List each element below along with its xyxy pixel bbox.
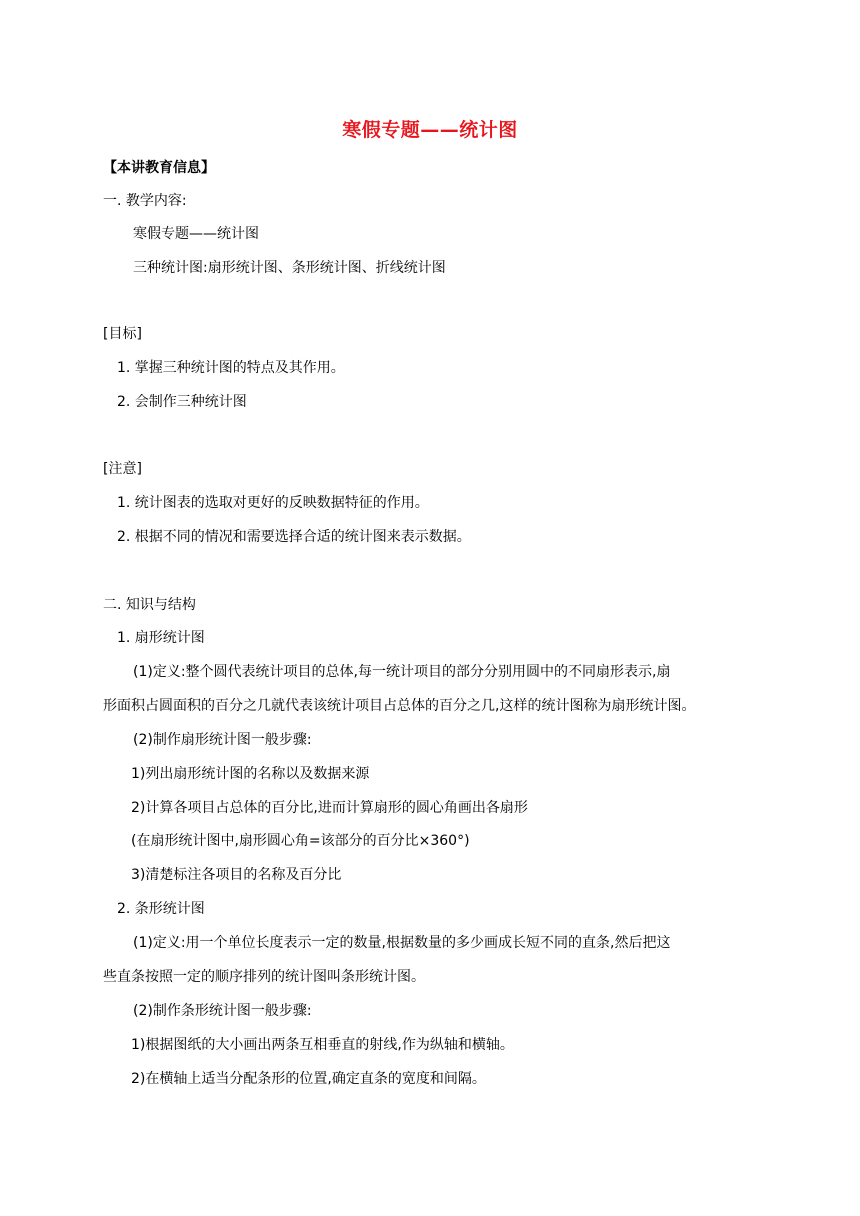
pie-step-3: 3)清楚标注各项目的名称及百分比 [131, 867, 342, 883]
goals-item-1: 1. 掌握三种统计图的特点及其作用。 [117, 360, 345, 376]
pie-step-1: 1)列出扇形统计图的名称以及数据来源 [131, 766, 370, 782]
section-info-heading: 【本讲教育信息】 [103, 160, 215, 176]
bar-chart-heading: 2. 条形统计图 [117, 901, 205, 917]
pie-definition-line-2: 形面积占圆面积的百分之几就代表该统计项目占总体的百分之几,这样的统计图称为扇形统计图。 [103, 698, 696, 714]
pie-step-2: 2)计算各项目占总体的百分比,进而计算扇形的圆心角画出各扇形 [131, 800, 528, 816]
pie-chart-heading: 1. 扇形统计图 [117, 630, 205, 646]
notes-heading: [注意] [103, 461, 142, 477]
bar-steps-heading: (2)制作条形统计图一般步骤: [133, 1003, 312, 1019]
bar-definition-line-2: 些直条按照一定的顺序排列的统计图叫条形统计图。 [103, 969, 425, 985]
notes-item-1: 1. 统计图表的选取对更好的反映数据特征的作用。 [117, 495, 429, 511]
content-line-2: 三种统计图:扇形统计图、条形统计图、折线统计图 [133, 260, 446, 276]
section-1-heading: 一. 教学内容: [103, 193, 187, 209]
pie-definition-line-1: (1)定义:整个圆代表统计项目的总体,每一统计项目的部分分别用圆中的不同扇形表示,扇 [133, 664, 671, 680]
pie-step-2-note: (在扇形统计图中,扇形圆心角=该部分的百分比×360°) [131, 833, 470, 849]
bar-definition-line-1: (1)定义:用一个单位长度表示一定的数量,根据数量的多少画成长短不同的直条,然后把这 [133, 935, 671, 951]
bar-step-1: 1)根据图纸的大小画出两条互相垂直的射线,作为纵轴和横轴。 [131, 1037, 514, 1053]
pie-steps-heading: (2)制作扇形统计图一般步骤: [133, 732, 312, 748]
section-2-heading: 二. 知识与结构 [103, 597, 196, 613]
document-title: 寒假专题——统计图 [342, 119, 518, 141]
content-line-1: 寒假专题——统计图 [133, 226, 259, 242]
notes-item-2: 2. 根据不同的情况和需要选择合适的统计图来表示数据。 [117, 529, 471, 545]
goals-item-2: 2. 会制作三种统计图 [117, 394, 247, 410]
goals-heading: [目标] [103, 326, 142, 342]
bar-step-2: 2)在横轴上适当分配条形的位置,确定直条的宽度和间隔。 [131, 1071, 486, 1087]
